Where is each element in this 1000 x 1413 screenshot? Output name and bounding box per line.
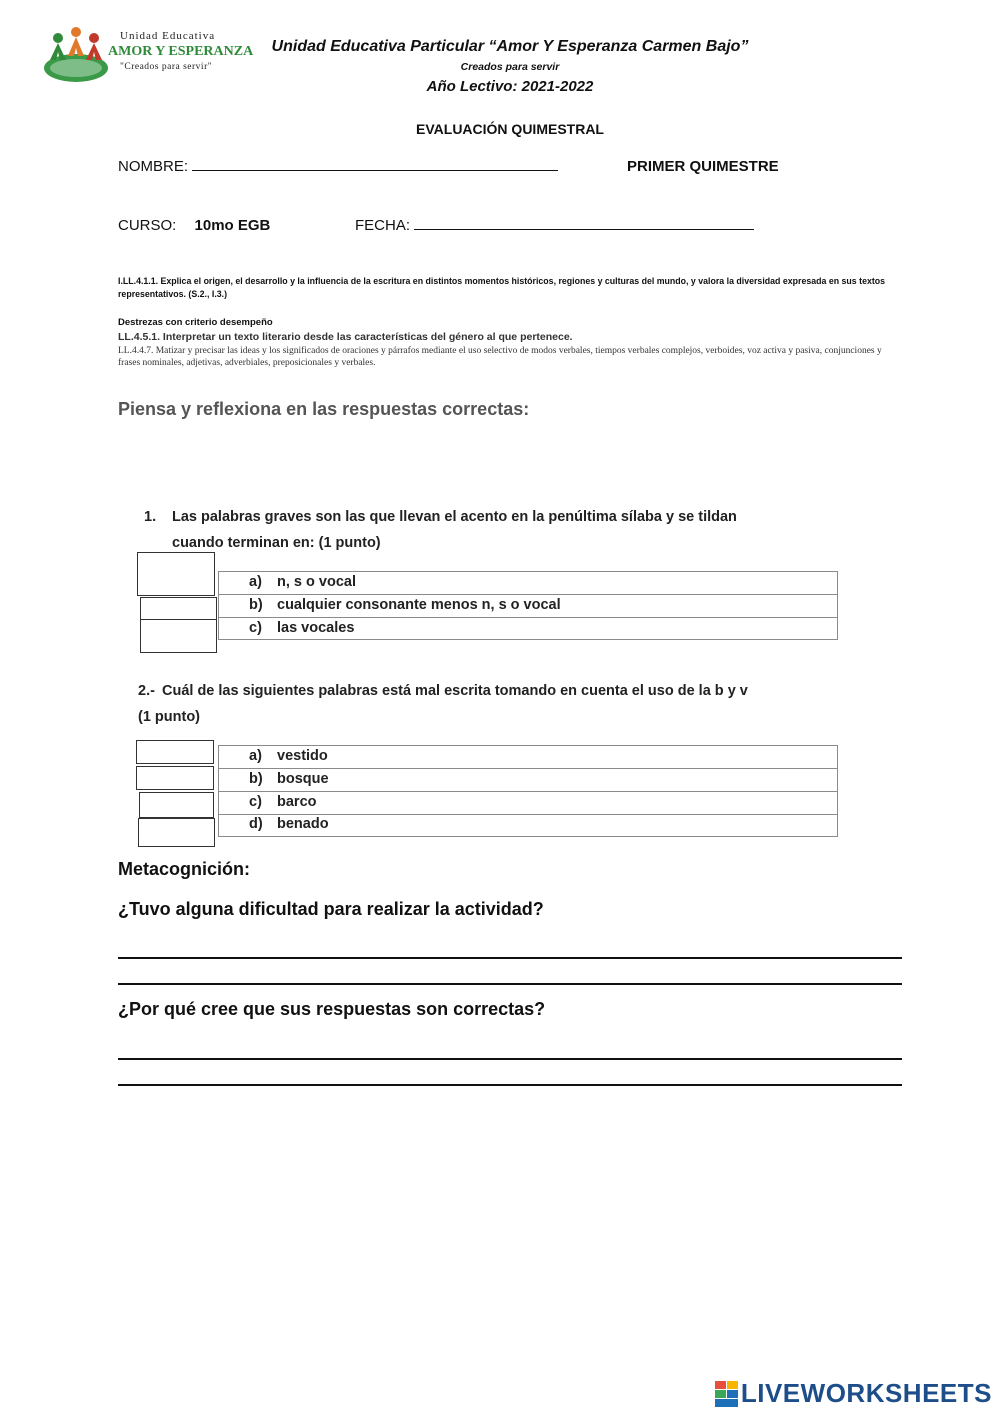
answer-line-1a[interactable]	[118, 957, 902, 959]
option-letter: b)	[249, 771, 263, 787]
option-letter: c)	[249, 620, 262, 636]
option-text: vestido	[277, 748, 328, 764]
logo-top-text: Unidad Educativa	[120, 30, 216, 42]
question-2-number: 2.-	[138, 683, 155, 699]
school-logo	[40, 24, 254, 86]
skills-heading: Destrezas con criterio desempeño	[118, 317, 273, 328]
metacognition-title: Metacognición:	[118, 859, 251, 879]
option-row	[219, 572, 837, 595]
answer-box-q2-c[interactable]	[139, 792, 214, 818]
course-value: 10mo EGB	[194, 217, 271, 234]
skill-2: LL.4.4.7. Matizar y precisar las ideas y los significados de oraciones y párrafos mediante el uso selectivo de modos verbales, tiempos verbales complejos, verboides, voz activa y pasiva, conjunciones y frases nominales, adjetivas, adverbiales, preposicionales y verbales.	[118, 346, 882, 368]
option-row	[219, 792, 837, 815]
name-field[interactable]	[192, 170, 558, 171]
option-letter: a)	[249, 748, 262, 764]
answer-line-2b[interactable]	[118, 1084, 902, 1086]
metacognition-question-2: ¿Por qué cree que sus respuestas son correctas?	[118, 999, 546, 1019]
question-1-options	[137, 552, 839, 642]
option-letter: a)	[249, 574, 262, 590]
liveworksheets-icon	[715, 1381, 739, 1407]
course-row	[118, 217, 270, 234]
question-1-text-line2: cuando terminan en: (1 punto)	[172, 535, 381, 551]
option-text: benado	[277, 816, 329, 832]
option-row	[219, 618, 837, 640]
name-label: NOMBRE:	[118, 158, 189, 175]
liveworksheets-brand: LIVEWORKSHEETS	[740, 1378, 992, 1408]
question-2-text-line2: (1 punto)	[138, 709, 201, 725]
option-text: n, s o vocal	[277, 574, 356, 590]
name-row	[118, 158, 558, 175]
course-label: CURSO:	[118, 217, 177, 234]
date-row	[355, 217, 754, 234]
evaluation-standard: I.LL.4.1.1. Explica el origen, el desarrollo y la influencia de la escritura en distintos momentos históricos, regiones y culturas del mundo, y valora la diversidad expresada en sus textos representativos. (S.2., I.3.)	[118, 276, 886, 299]
option-text: bosque	[277, 771, 329, 787]
answer-box-q1-b[interactable]	[140, 597, 217, 620]
answer-box-q2-b[interactable]	[136, 766, 214, 790]
question-1-number: 1.	[144, 509, 157, 525]
answer-line-2a[interactable]	[118, 1058, 902, 1060]
option-row	[219, 815, 837, 836]
option-text: las vocales	[277, 620, 355, 636]
answer-box-q2-d[interactable]	[138, 818, 215, 847]
answer-line-1b[interactable]	[118, 983, 902, 985]
option-text: cualquier consonante menos n, s o vocal	[277, 597, 561, 613]
answer-box-q1-c[interactable]	[140, 619, 217, 653]
exam-title: EVALUACIÓN QUIMESTRAL	[416, 121, 604, 137]
answer-box-q2-a[interactable]	[136, 740, 214, 764]
school-logo-icon	[40, 24, 112, 86]
question-2-option-table	[218, 745, 838, 837]
question-1-option-table	[218, 571, 838, 640]
option-letter: b)	[249, 597, 263, 613]
question-1-text-line1: Las palabras graves son las que llevan el acento en la penúltima sílaba y se tildan	[172, 509, 737, 525]
option-letter: d)	[249, 816, 263, 832]
school-motto: Creados para servir	[460, 61, 560, 73]
date-label: FECHA:	[355, 217, 411, 234]
term-label: PRIMER QUIMESTRE	[627, 158, 779, 175]
school-year: Año Lectivo: 2021-2022	[426, 78, 594, 95]
option-row	[219, 769, 837, 792]
skill-1: LL.4.5.1. Interpretar un texto literario desde las características del género al que pertenece.	[118, 331, 573, 343]
option-row	[219, 595, 837, 618]
date-field[interactable]	[414, 229, 754, 230]
question-2-options	[136, 740, 840, 850]
liveworksheets-logo	[715, 1378, 992, 1409]
option-letter: c)	[249, 794, 262, 810]
logo-subtitle: "Creados para servir"	[120, 62, 213, 72]
metacognition-question-1: ¿Tuvo alguna dificultad para realizar la actividad?	[118, 899, 544, 919]
option-row	[219, 746, 837, 769]
answer-box-q1-a[interactable]	[137, 552, 215, 596]
school-title: Unidad Educativa Particular “Amor Y Esperanza Carmen Bajo”	[271, 38, 749, 55]
question-2-text-line1: Cuál de las siguientes palabras está mal escrita tomando en cuenta el uso de la b y v	[162, 683, 748, 699]
option-text: barco	[277, 794, 317, 810]
instruction: Piensa y reflexiona en las respuestas correctas:	[118, 399, 530, 419]
logo-name: AMOR Y ESPERANZA	[108, 44, 254, 59]
